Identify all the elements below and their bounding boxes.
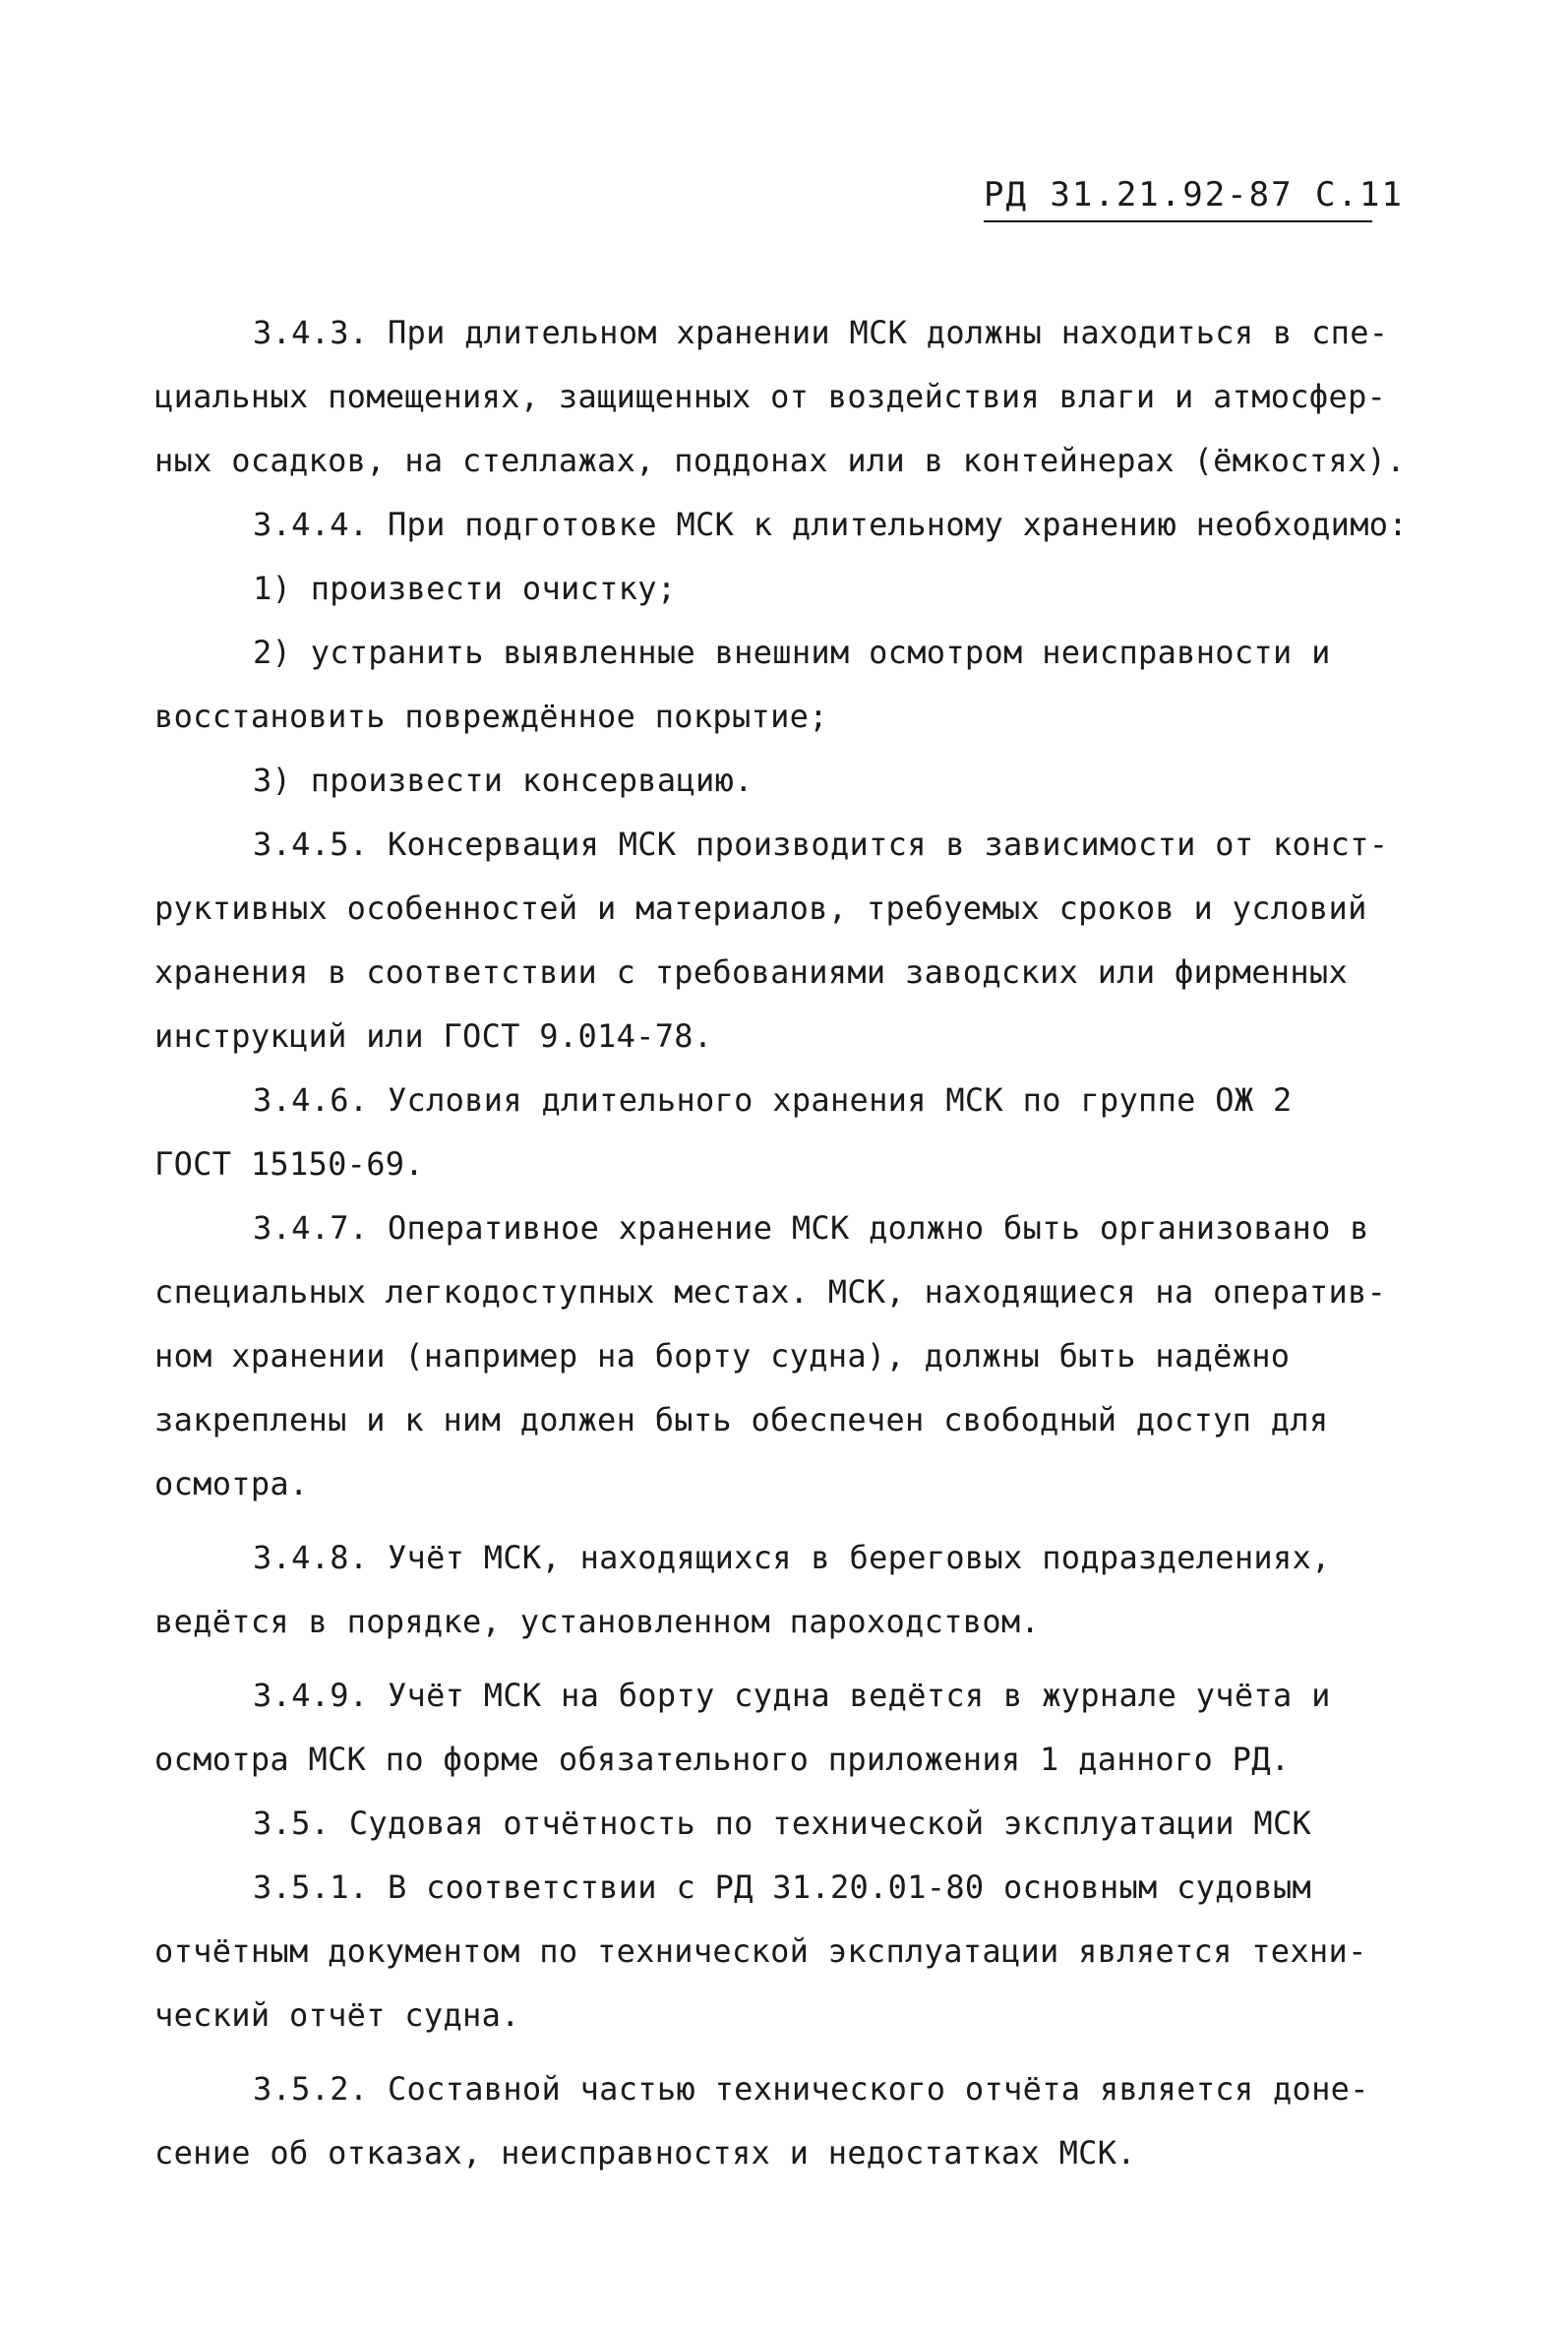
text-line: ГОСТ 15150-69. [154,1145,424,1183]
text-line: 3.4.6. Условия длительного хранения МСК по группе ОЖ 2 [253,1081,1293,1119]
text-line: ческий отчёт судна. [154,1996,520,2034]
text-line: специальных легкодоступных местах. МСК, находящиеся на оператив- [154,1273,1387,1311]
text-line: хранения в соответствии с требованиями заводских или фирменных [154,953,1349,991]
text-line: 3.4.4. При подготовке МСК к длительному хранению необходимо: [253,506,1408,543]
text-line: 1) произвести очистку; [253,570,677,607]
text-line: 2) устранить выявленные внешним осмотром неисправности и [253,634,1331,671]
text-line: 3.4.9. Учёт МСК на борту судна ведётся в журнале учёта и [253,1677,1331,1714]
text-line: 3.5.2. Составной частью технического отчёта является доне- [253,2070,1369,2108]
document-body [154,301,1423,2185]
text-line: руктивных особенностей и материалов, требуемых сроков и условий [154,889,1367,927]
text-line: осмотра. [154,1465,309,1502]
text-line: 3.4.8. Учёт МСК, находящихся в береговых подразделениях, [253,1539,1331,1576]
text-line: 3.4.7. Оперативное хранение МСК должно быть организовано в [253,1209,1369,1247]
text-line: ных осадков, на стеллажах, поддонах или в контейнерах (ёмкостях). [154,442,1406,479]
text-line: инструкций или ГОСТ 9.014-78. [154,1017,713,1055]
text-line: осмотра МСК по форме обязательного приложения 1 данного РД. [154,1741,1291,1778]
text-line: отчётным документом по технической эксплуатации является техни- [154,1932,1367,1970]
text-line: закреплены и к ним должен быть обеспечен свободный доступ для [154,1401,1329,1438]
text-line: 3.4.3. При длительном хранении МСК должны находиться в спе- [253,314,1389,351]
text-line: 3) произвести консервацию. [253,762,754,799]
text-line: 3.5.1. В соответствии с РД 31.20.01-80 основным судовым [253,1868,1312,1906]
text-line: ном хранении (например на борту судна), должны быть надёжно [154,1337,1291,1375]
text-line: циальных помещениях, защищенных от воздействия влаги и атмосфер- [154,378,1387,415]
section-heading: 3.5. Судовая отчётность по технической эксплуатации МСК [253,1805,1312,1842]
text-line: восстановить повреждённое покрытие; [154,698,828,735]
page-header: РД 31.21.92-87 С.11 [984,175,1372,222]
text-line: 3.4.5. Консервация МСК производится в зависимости от конст- [253,826,1389,863]
text-line: сение об отказах, неисправностях и недостатках МСК. [154,2134,1136,2172]
text-line: ведётся в порядке, установленном пароходством. [154,1603,1041,1640]
